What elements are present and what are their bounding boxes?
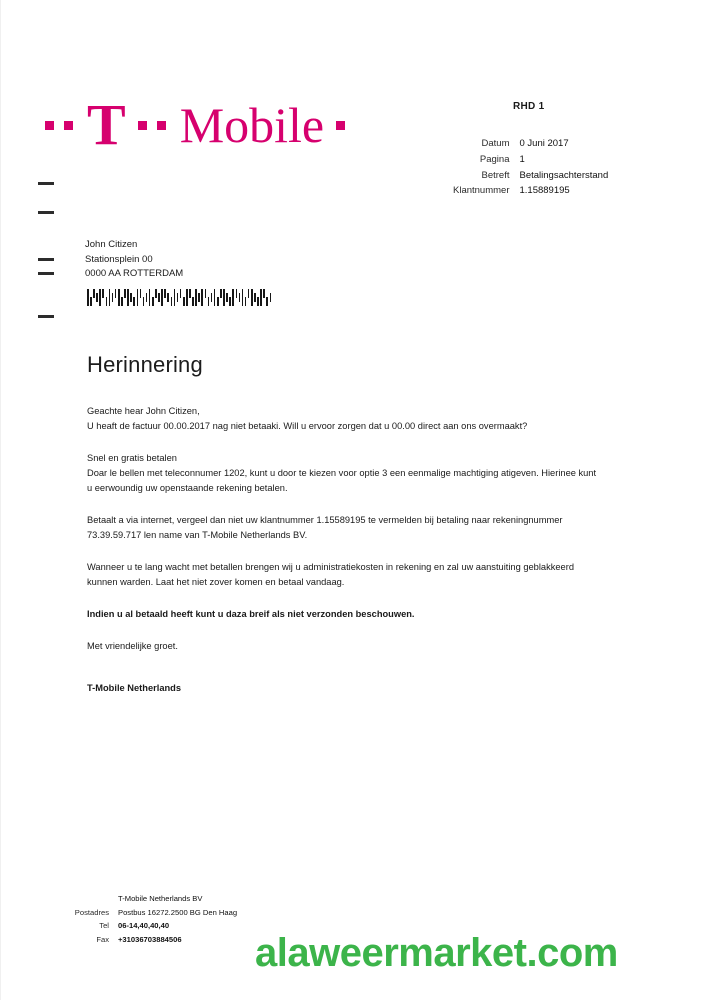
barcode-bar bbox=[226, 293, 228, 302]
meta-value-datum: 0 Juni 2017 bbox=[519, 138, 569, 149]
barcode-bar bbox=[186, 289, 188, 306]
footer-value-postadres: Postbus 16272.2500 BG Den Haag bbox=[118, 907, 238, 917]
barcode-bar bbox=[127, 289, 129, 306]
footer-value-fax: +31036703884506 bbox=[118, 934, 182, 944]
barcode-bar bbox=[109, 289, 111, 306]
footer-value-tel: 06-14,40,40,40 bbox=[118, 921, 170, 930]
barcode-bar bbox=[146, 293, 148, 302]
barcode-bar bbox=[270, 293, 272, 302]
barcode-bar bbox=[133, 297, 135, 306]
meta-value-betreft: Betalingsachterstand bbox=[519, 169, 609, 181]
letter-internet-paragraph bbox=[87, 513, 647, 543]
barcode-bar bbox=[205, 289, 207, 298]
meta-label-pagina: Pagina bbox=[479, 153, 510, 165]
barcode-bar bbox=[140, 289, 142, 298]
barcode-bar bbox=[198, 293, 200, 302]
payment-section-line-1: Doar le bellen met teleconnumer 1202, kunt u door te kiezen voor optie 3 een eenmalige machtiging atigeven. Hierinee kunt bbox=[87, 468, 597, 479]
barcode-bar bbox=[115, 289, 117, 298]
barcode-bar bbox=[248, 289, 250, 298]
footer-company-name: T-Mobile Netherlands BV bbox=[118, 894, 203, 903]
meta-row-pagina bbox=[453, 154, 608, 170]
logo-dot-icon bbox=[45, 121, 54, 130]
internet-line-2: 73.39.59.717 len name van T-Mobile Netherlands BV. bbox=[87, 530, 308, 541]
barcode-bar bbox=[93, 289, 95, 298]
letter-closing: Met vriendelijke groet. bbox=[87, 641, 178, 652]
letter-title: Herinnering bbox=[87, 352, 203, 377]
barcode-bar bbox=[124, 289, 126, 298]
barcode-bar bbox=[242, 289, 244, 306]
meta-row-klantnummer bbox=[453, 185, 608, 201]
footer-row-postadres bbox=[53, 907, 237, 921]
barcode-bar bbox=[90, 297, 92, 306]
barcode-bar bbox=[189, 289, 191, 298]
recipient-name: John Citizen bbox=[85, 239, 138, 250]
barcode-bar bbox=[223, 289, 225, 306]
barcode-bar bbox=[239, 293, 241, 302]
payment-section-line-2: u eerwoundig uw openstaande rekening betalen. bbox=[87, 483, 288, 494]
fold-mark bbox=[38, 211, 54, 214]
barcode-bar bbox=[257, 297, 259, 306]
payment-section-heading: Snel en gratis betalen bbox=[87, 453, 177, 464]
warning-line-2: kunnen warden. Laat het niet zover komen en betaal vandaag. bbox=[87, 577, 345, 588]
footer-label-tel: Tel bbox=[99, 921, 109, 930]
logo-dot-icon bbox=[138, 121, 147, 130]
barcode-bar bbox=[112, 293, 114, 302]
barcode-bar bbox=[180, 289, 182, 298]
barcode-bar bbox=[236, 289, 238, 298]
barcode-bar bbox=[192, 297, 194, 306]
barcode-bar bbox=[195, 289, 197, 306]
barcode-bar bbox=[201, 289, 203, 306]
recipient-address bbox=[85, 238, 183, 282]
fold-mark bbox=[38, 272, 54, 275]
barcode-bar bbox=[183, 297, 185, 306]
barcode-bar bbox=[232, 289, 234, 306]
barcode-bar bbox=[167, 293, 169, 302]
barcode-bar bbox=[137, 289, 139, 306]
barcode-bar bbox=[96, 293, 98, 302]
barcode-bar bbox=[211, 293, 213, 302]
footer-row-tel bbox=[53, 920, 237, 934]
meta-label-klantnummer: Klantnummer bbox=[453, 185, 510, 197]
barcode-bar bbox=[220, 289, 222, 298]
meta-label-betreft: Betreft bbox=[481, 169, 510, 181]
logo-t-letter: T bbox=[87, 92, 126, 157]
postal-barcode bbox=[87, 289, 273, 306]
barcode-bar bbox=[121, 297, 123, 306]
barcode-bar bbox=[143, 297, 145, 306]
barcode-bar bbox=[254, 293, 256, 302]
footer-label-postadres: Postadres bbox=[74, 907, 109, 917]
letter-body bbox=[87, 352, 647, 693]
barcode-bar bbox=[158, 293, 160, 302]
document-footer bbox=[53, 893, 237, 947]
letter-already-paid-note: Indien u al betaald heeft kunt u daza breif als niet verzonden beschouwen. bbox=[87, 609, 415, 620]
barcode-bar bbox=[245, 297, 247, 306]
barcode-bar bbox=[106, 297, 108, 306]
letter-salutation: Geachte hear John Citizen, bbox=[87, 406, 200, 416]
footer-label-fax: Fax bbox=[96, 934, 109, 944]
barcode-bar bbox=[214, 289, 216, 306]
barcode-bar bbox=[229, 297, 231, 306]
logo-wordmark: Mobile bbox=[179, 97, 325, 153]
tmobile-logo bbox=[45, 92, 355, 157]
barcode-bar bbox=[149, 289, 151, 306]
internet-line-1: Betaalt a via internet, vergeel dan niet uw klantnummer 1.15589195 te vermelden bij betaling naar rekeningnummer bbox=[87, 515, 563, 526]
footer-label-empty bbox=[53, 893, 118, 907]
barcode-bar bbox=[118, 289, 120, 306]
barcode-bar bbox=[266, 297, 268, 306]
letter-payment-section bbox=[87, 451, 647, 496]
meta-label-datum: Datum bbox=[481, 138, 510, 149]
document-meta-table bbox=[453, 138, 608, 201]
barcode-bar bbox=[152, 297, 154, 306]
footer-row-fax bbox=[53, 934, 237, 948]
meta-value-pagina: 1 bbox=[519, 153, 525, 165]
letter-warning-paragraph bbox=[87, 560, 647, 590]
letter-intro-paragraph bbox=[87, 404, 647, 434]
barcode-bar bbox=[171, 297, 173, 306]
logo-dot-icon bbox=[64, 121, 73, 130]
warning-line-1: Wanneer u te lang wacht met betallen brengen wij u administratiekosten in rekening en zal uw aanstuiting geblakkeerd bbox=[87, 562, 574, 573]
document-code: RHD 1 bbox=[513, 101, 545, 112]
barcode-bar bbox=[174, 289, 176, 306]
barcode-bar bbox=[217, 297, 219, 306]
meta-row-betreft bbox=[453, 170, 608, 186]
footer-row-company bbox=[53, 893, 237, 907]
meta-row-datum bbox=[453, 138, 608, 154]
fold-mark bbox=[38, 315, 54, 318]
barcode-bar bbox=[164, 289, 166, 298]
barcode-bar bbox=[208, 297, 210, 306]
letter-intro-line: U heaft de factuur 00.00.2017 nag niet betaaki. Will u ervoor zorgen dat u 00.00 direct aan ons overmaakt? bbox=[87, 421, 528, 432]
barcode-bar bbox=[251, 289, 253, 306]
recipient-city: 0000 AA ROTTERDAM bbox=[85, 268, 184, 280]
recipient-street: Stationsplein 00 bbox=[85, 253, 153, 265]
fold-mark bbox=[38, 182, 54, 185]
site-watermark: alaweermarket.com bbox=[255, 931, 618, 975]
barcode-bar bbox=[87, 289, 89, 306]
barcode-bar bbox=[263, 289, 265, 298]
logo-dot-icon bbox=[157, 121, 166, 130]
barcode-bar bbox=[177, 293, 179, 302]
barcode-bar bbox=[102, 289, 104, 298]
fold-mark bbox=[38, 258, 54, 261]
barcode-bar bbox=[260, 289, 262, 306]
logo-dot-icon bbox=[336, 121, 345, 130]
barcode-bar bbox=[99, 289, 101, 306]
barcode-bar bbox=[130, 293, 132, 302]
meta-value-klantnummer: 1.15889195 bbox=[519, 185, 570, 197]
barcode-bar bbox=[155, 289, 157, 298]
barcode-bar bbox=[161, 289, 163, 306]
letter-signature: T-Mobile Netherlands bbox=[87, 682, 182, 693]
